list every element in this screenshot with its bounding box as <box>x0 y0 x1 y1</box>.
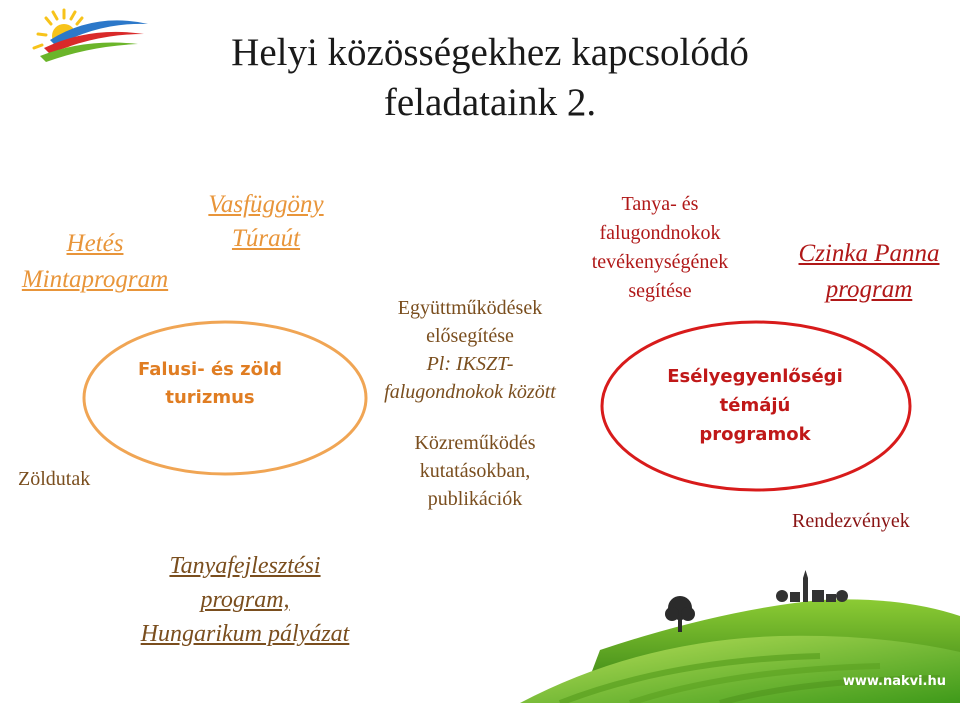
czinka-line1: Czinka Panna <box>798 240 940 267</box>
pl-ikszt-line1: Pl: IKSZT- <box>426 353 514 375</box>
rendezvenyek-label: Rendezvények <box>792 510 910 532</box>
egyuttmukodesek-line2: elősegítése <box>426 325 514 347</box>
kozremukodes-line1: Közreműködés <box>414 432 536 454</box>
tanyafejlesztesi-line2: program, <box>200 587 290 613</box>
logo <box>20 2 150 72</box>
tanya-line1: Tanya- és <box>621 193 699 215</box>
link-hetes-mintaprogram[interactable]: Hetés Mintaprogram <box>21 230 169 293</box>
kozremukodes-line2: kutatásokban, <box>419 460 531 482</box>
tanyafejlesztesi-line3: Hungarikum pályázat <box>140 621 350 647</box>
pl-ikszt-line2: falugondnokok között <box>384 381 556 403</box>
zoldutak-label: Zöldutak <box>18 468 91 490</box>
link-tanyafejlesztesi-program[interactable] <box>100 549 390 651</box>
egyuttmukodesek-block <box>350 294 590 406</box>
link-vasfuggony-turaut[interactable]: Vasfüggöny Túraút <box>208 191 324 252</box>
tanyafejlesztesi-line1: Tanyafejlesztési <box>169 553 321 579</box>
village-icon <box>776 570 848 602</box>
egyuttmukodesek-line1: Együttműködések <box>397 297 543 319</box>
esely-line1: Esélyegyenlőségi <box>667 366 843 387</box>
tanya-line2: falugondnokok <box>599 222 721 244</box>
page-title: Helyi közösségekhez kapcsolódó feladataink 2. <box>231 31 749 124</box>
esely-line2: témájú <box>719 395 791 416</box>
czinka-line2: program <box>825 276 913 303</box>
kozremukodes-block <box>355 429 595 513</box>
tanya-line4: segítése <box>628 280 692 302</box>
footer-url[interactable]: www.nakvi.hu <box>842 674 946 689</box>
kozremukodes-line3: publikációk <box>427 488 523 510</box>
eselyegyenlosegi-programok-label <box>640 362 870 449</box>
esely-line3: programok <box>699 424 811 445</box>
tanya-line3: tevékenységének <box>591 251 729 273</box>
falusi-zold-turizmus-label: Falusi- és zöld turizmus <box>137 359 283 408</box>
link-czinka-panna-program[interactable] <box>774 236 960 308</box>
tanya-falugondnokok-block <box>555 190 765 306</box>
